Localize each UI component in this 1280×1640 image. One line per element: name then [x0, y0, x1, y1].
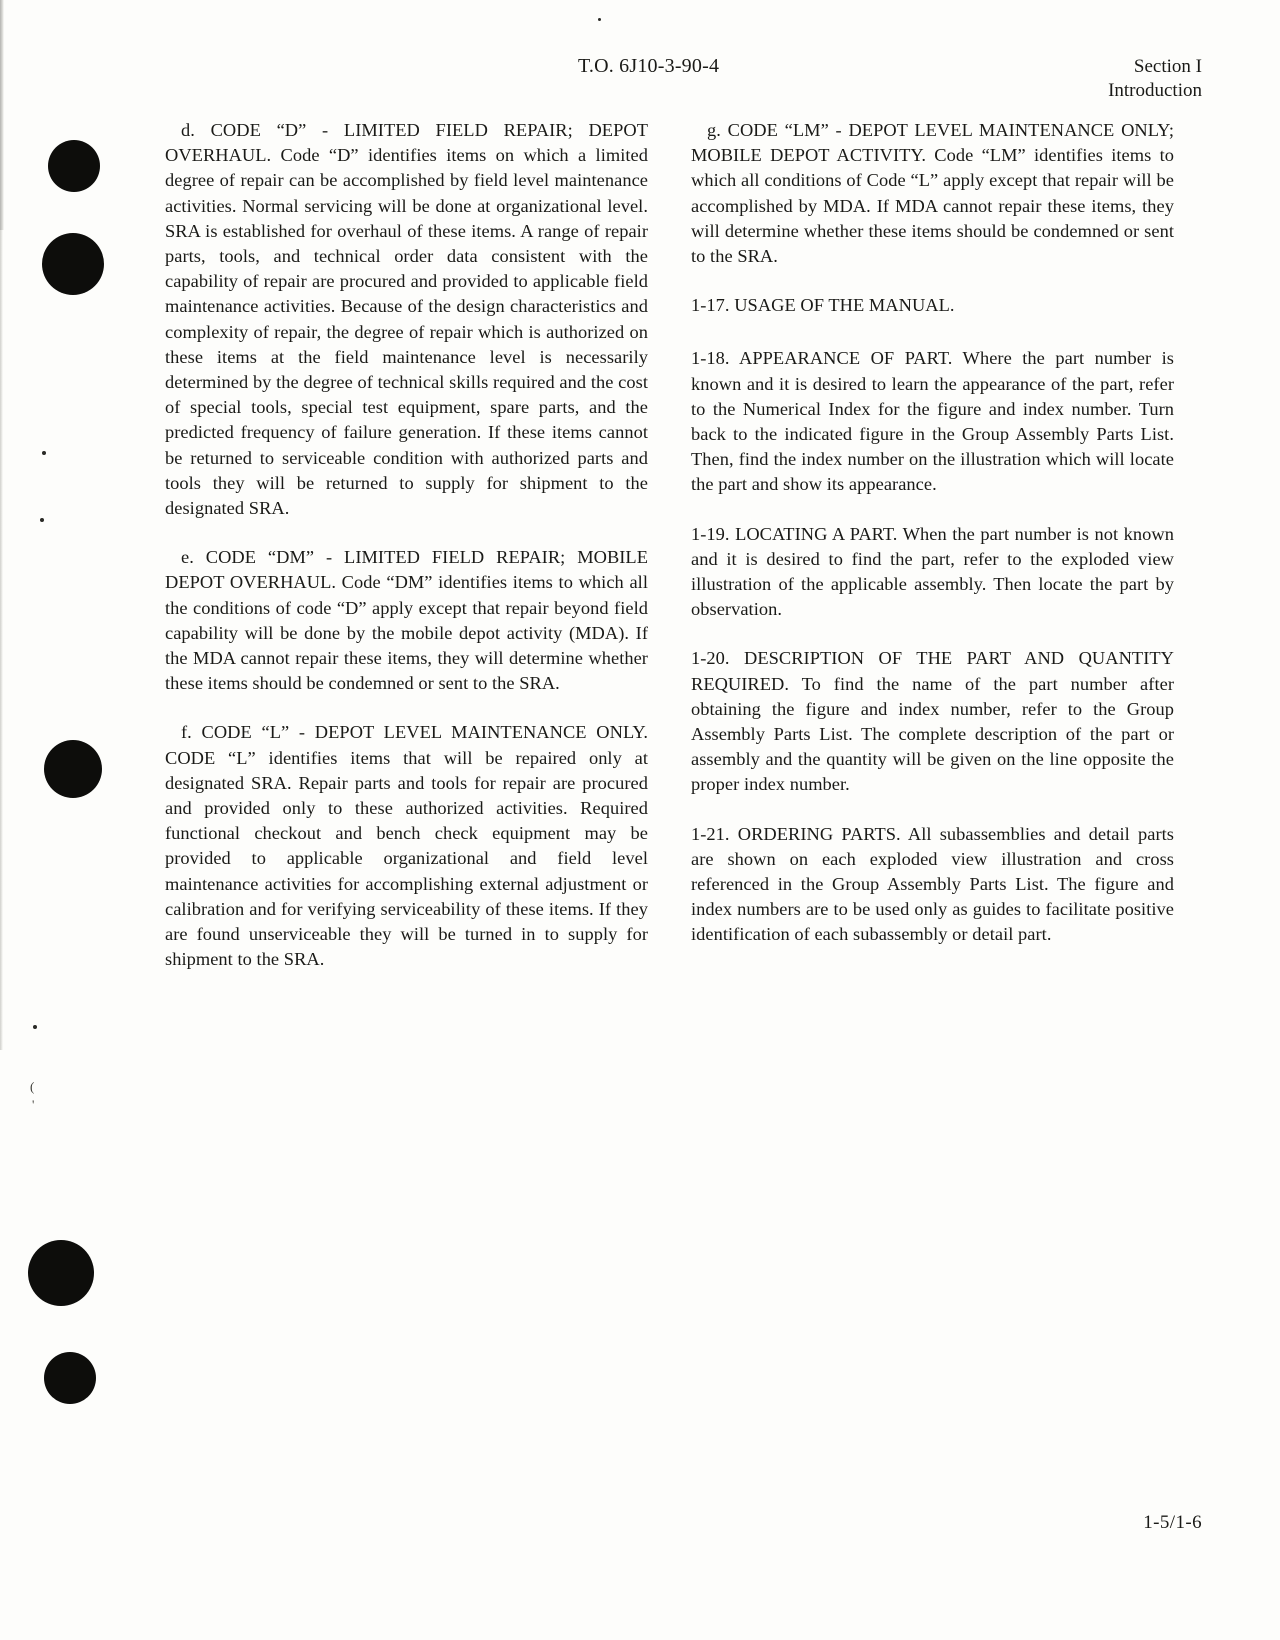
left-column: [165, 118, 648, 997]
punch-hole-1: [48, 140, 100, 192]
speck-4: [598, 18, 601, 21]
speck-1: [42, 451, 46, 455]
punch-hole-2: [42, 233, 104, 295]
paragraph-1-17-usage-of-the-manual: 1-17. USAGE OF THE MANUAL.: [691, 295, 955, 316]
header-section-label: Section I: [1133, 56, 1202, 77]
right-column: [691, 118, 1174, 997]
paragraph-code-dm: e. CODE “DM” - LIMITED FIELD REPAIR; MOBILE DEPOT OVERHAUL. Code “DM” identifies items to which all the conditions of code “D” apply except that repair beyond field capability will be done by the mobile depot activity (MDA). If the MDA cannot repair these items, they will determine whether these items should be condemned or sent to the SRA.: [165, 547, 648, 694]
footer-page-number: 1-5/1-6: [1143, 1512, 1202, 1533]
paragraph-1-20-description-of-the-part: 1-20. DESCRIPTION OF THE PART AND QUANTITY REQUIRED. To find the name of the part number after obtaining the figure and index number, refer to the Group Assembly Parts List. The complete description of the part or assembly and the quantity will be given on the line opposite the proper index number.: [691, 648, 1174, 795]
paragraph-code-l: f. CODE “L” - DEPOT LEVEL MAINTENANCE ONLY. CODE “L” identifies items that will be repaired only at designated SRA. Repair parts and tools for repair are procured and provided only to these authorized activities. Required functional checkout and bench check equipment may be provided to applicable organizational and field level maintenance activities for accomplishing external adjustment or calibration and for verifying serviceability of these items. If they are found unserviceable they will be turned in to supply for shipment to the SRA.: [165, 722, 648, 970]
header-subsection-label: Introduction: [1108, 80, 1202, 101]
header-document-number: T.O. 6J10-3-90-4: [578, 55, 720, 77]
stray-pen-mark-2: ': [32, 1097, 35, 1112]
paragraph-1-21-ordering-parts: 1-21. ORDERING PARTS. All subassemblies and detail parts are shown on each exploded view illustration and cross referenced in the Group Assembly Parts List. The figure and index numbers are to be used only as guides to facilitate positive identification of each subassembly or detail part.: [691, 823, 1174, 945]
speck-2: [40, 518, 44, 522]
paragraph-1-18-appearance-of-part: 1-18. APPEARANCE OF PART. Where the part number is known and it is desired to learn the appearance of the part, refer to the Numerical Index for the figure and index number. Turn back to the indicated figure in the Group Assembly Parts List. Then, find the index number on the illustration which will locate the part and show its appearance.: [691, 348, 1174, 495]
paragraph-code-lm: g. CODE “LM” - DEPOT LEVEL MAINTENANCE ONLY; MOBILE DEPOT ACTIVITY. Code “LM” identifies items to which all conditions of Code “L” apply except that repair will be accomplished by MDA. If MDA cannot repair these items, they will determine whether these items should be condemned or sent to the SRA.: [691, 120, 1174, 267]
paragraph-1-19-locating-a-part: 1-19. LOCATING A PART. When the part number is not known and it is desired to find the part, refer to the exploded view illustration of the applicable assembly. Then locate the part by observation.: [691, 523, 1174, 620]
scan-edge-artifact: [0, 0, 4, 230]
body-columns: [165, 118, 1175, 997]
paragraph-code-d: d. CODE “D” - LIMITED FIELD REPAIR; DEPOT OVERHAUL. Code “D” identifies items on which a limited degree of repair can be accomplished by field level maintenance activities. Normal servicing will be done at organizational level. SRA is established for overhaul of these items. A range of repair parts, tools, and technical order data consistent with the capability of repair are procured and provided to applicable field maintenance activities. Because of the design characteristics and complexity of repair, the degree of repair which is authorized on these items at the field maintenance level is necessarily determined by the degree of technical skills required and the cost of special tools, special test equipment, spare parts, and the predicted frequency of failure generation. If these items cannot be returned to serviceable condition with authorized parts and tools they will be returned to supply for shipment to the designated SRA.: [165, 120, 648, 519]
speck-3: [33, 1025, 37, 1029]
scan-edge-artifact-lower: [0, 230, 3, 1050]
punch-hole-5: [44, 1352, 96, 1404]
stray-pen-mark-1: (: [30, 1079, 35, 1094]
punch-hole-4: [28, 1240, 94, 1306]
header-section-block: [1108, 55, 1202, 103]
page-header: [0, 55, 1280, 103]
punch-hole-3: [44, 740, 102, 798]
stray-speck-right: [1002, 750, 1005, 761]
